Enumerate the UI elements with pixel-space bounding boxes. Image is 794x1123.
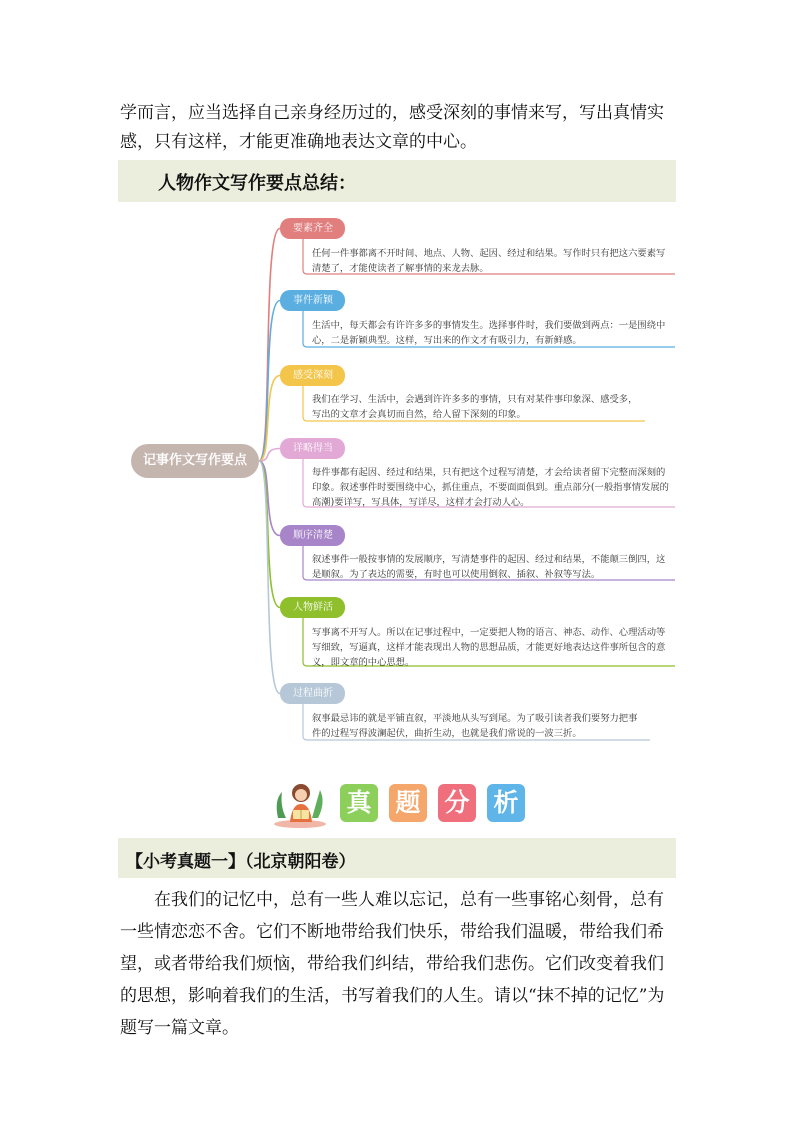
branch-text-twists: 叙事最忌讳的就是平铺直叙，平淡地从头写到尾。为了吸引读者我们要努力把事件的过程写得波澜起伏，曲折生动，也就是我们常说的一波三折。 xyxy=(312,713,638,739)
branch-label-character: 人物鲜活 xyxy=(280,597,345,618)
mindmap-central-node: 记事作文写作要点 xyxy=(131,444,259,478)
connector-twists xyxy=(259,461,280,694)
badge-fen-text: 分 xyxy=(444,788,470,817)
analysis-banner xyxy=(268,778,528,828)
badge-zhen xyxy=(340,784,378,822)
reading-girl-illustration xyxy=(268,778,332,828)
badge-ti xyxy=(389,784,427,822)
section-heading-bar xyxy=(118,160,676,202)
branch-label-order: 顺序清楚 xyxy=(280,525,345,546)
branch-label-elements: 要素齐全 xyxy=(280,218,345,239)
question-heading: 【小考真题一】（北京朝阳卷） xyxy=(126,852,356,872)
question-heading-bar xyxy=(118,838,676,878)
branch-label-novel: 事件新颖 xyxy=(280,290,345,311)
branch-label-feeling: 感受深刻 xyxy=(280,365,345,386)
badge-ti-text: 题 xyxy=(395,788,421,817)
branch-label-twists: 过程曲折 xyxy=(280,683,345,704)
branch-text-elements: 任何一件事都离不开时间、地点、人物、起因、经过和结果。写作时只有把这六要素写清楚了，才能使读者了解事情的来龙去脉。 xyxy=(312,248,666,274)
badge-xi-text: 析 xyxy=(493,788,519,817)
badge-zhen-text: 真 xyxy=(346,788,372,817)
connector-novel xyxy=(259,301,280,462)
question-paragraph: 在我们的记忆中，总有一些人难以忘记，总有一些事铭心刻骨，总有一些情恋恋不舍。它们不断地带给我们快乐，带给我们温暖，带给我们希望，或者带给我们烦恼，带给我们纠结，带给我们悲伤。它们改变着我们的思想，影响着我们的生活，书写着我们的人生。请以“抹不掉的记忆”为题写一篇文章。 xyxy=(120,890,665,1038)
badge-xi xyxy=(487,784,525,822)
connector-order xyxy=(259,461,280,536)
branch-text-order: 叙述事件一般按事情的发展顺序，写清楚事件的起因、经过和结果，不能颠三倒四，这是顺叙。为了表达的需要，有时也可以使用倒叙、插叙、补叙等写法。 xyxy=(312,554,666,580)
branch-text-character: 写事离不开写人。所以在记事过程中，一定要把人物的语言、神态、动作、心理活动等写细致，写逼真，这样才能表现出人物的思想品质，才能更好地表达这件事所包含的意义，即文章的中心思想。 xyxy=(312,627,666,668)
intro-paragraph: 学而言，应当选择自己亲身经历过的，感受深刻的事情来写，写出真情实感，只有这样，才能更准确地表达文章的中心。 xyxy=(120,103,664,152)
branch-text-detail: 每件事都有起因、经过和结果，只有把这个过程写清楚，才会给读者留下完整而深刻的印象。叙述事件时要围绕中心，抓住重点，不要面面俱到。重点部分(一般指事情发展的高潮)要详写，写具体，写详尽，这样才会打动人心。 xyxy=(312,467,669,508)
badge-fen xyxy=(438,784,476,822)
section-heading: 人物作文写作要点总结： xyxy=(158,173,356,194)
branch-text-feeling: 我们在学习、生活中，会遇到许许多多的事情，只有对某件事印象深、感受多，写出的文章才会真切而自然，给人留下深刻的印象。 xyxy=(312,394,638,420)
branch-text-novel: 生活中，每天都会有许许多多的事情发生。选择事件时，我们要做到两点：一是围绕中心，二是新颖典型。这样，写出来的作文才有吸引力，有新鲜感。 xyxy=(312,320,666,346)
branch-label-detail: 详略得当 xyxy=(280,438,345,459)
